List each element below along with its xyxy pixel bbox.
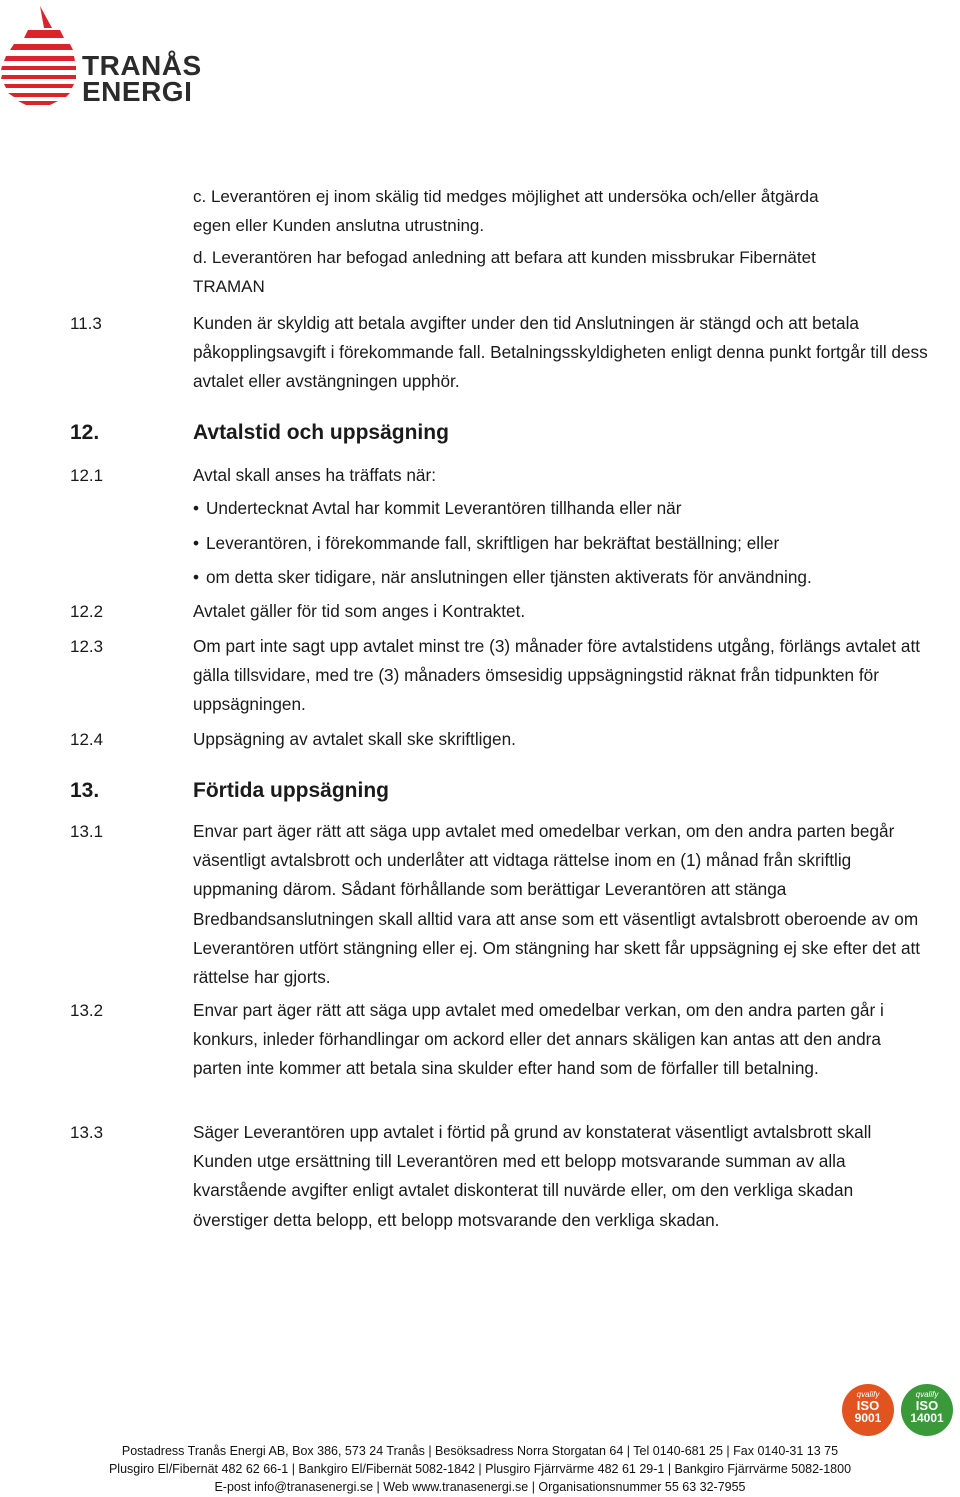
- badge-qvalify-label: qvalify: [856, 1390, 880, 1399]
- section-text-13-3: Säger Leverantören upp avtalet i förtid på grund av konstaterat väsentligt avtalsbrott skall Kunden utge ersättning till Leverantören med ett belopp motsvarande summan av alla kvarstående avgifter enligt avtalet diskonterat till nuvärde eller, om den verkliga skadan överstiger detta belopp, ett belopp motsvarande den verkliga skadan.: [193, 1122, 872, 1230]
- footer-line-address: Postadress Tranås Energi AB, Box 386, 573 24 Tranås | Besöksadress Norra Storgatan 64 | Tel 0140-681 25 | Fax 0140-31 13 75: [121, 1444, 839, 1458]
- heading-title-12: Avtalstid och uppsägning: [193, 421, 449, 444]
- section-number-13-1: 13.1: [70, 822, 104, 841]
- section-number-11-3: 11.3: [70, 314, 102, 333]
- list-item: • Leverantören, i förekommande fall, skriftligen har bekräftat beställning; eller: [193, 529, 779, 558]
- badge-code-label: 9001: [854, 1411, 882, 1425]
- logo-word-energi: ENERGI: [82, 76, 193, 107]
- badge-code-label: 14001: [910, 1411, 944, 1425]
- section-number-12-2: 12.2: [70, 602, 104, 621]
- section-text-12-2: Avtalet gäller för tid som anges i Kontraktet.: [193, 601, 526, 621]
- footer-line-contact: E-post info@tranasenergi.se | Web www.tranasenergi.se | Organisationsnummer 55 63 32-7955: [214, 1480, 746, 1494]
- section-text-13-2: Envar part äger rätt att säga upp avtalet med omedelbar verkan, om den andra parten går i konkurs, inleder förhandlingar om ackord eller det annars skäligen kan antas att den andra parten inte kommer att betala sina skulder efter hand som de förfaller till betalning.: [193, 1000, 884, 1079]
- iso-9001-badge: [842, 1384, 894, 1436]
- section-text-12-4: Uppsägning av avtalet skall ske skriftligen.: [193, 729, 516, 749]
- clause-d-line1: d. Leverantören har befogad anledning att befara att kunden missbrukar Fibernätet: [193, 248, 816, 267]
- section-text-12-1: Avtal skall anses ha träffats när:: [193, 465, 436, 485]
- list-item: • om detta sker tidigare, när anslutningen eller tjänsten aktiverats för användning.: [193, 563, 812, 592]
- section-number-12-1: 12.1: [70, 466, 104, 485]
- heading-number-13: 13.: [70, 779, 100, 802]
- clause-d-line2: TRAMAN: [193, 277, 265, 296]
- badge-qvalify-label: qvalify: [915, 1390, 939, 1399]
- heading-title-13: Förtida uppsägning: [193, 779, 389, 802]
- section-number-12-3: 12.3: [70, 637, 104, 656]
- logo-word-tranas: TRANÅS: [82, 50, 202, 81]
- clause-c-line1: c. Leverantören ej inom skälig tid medges möjlighet att undersöka och/eller åtgärda: [193, 187, 819, 206]
- section-text-13-1: Envar part äger rätt att säga upp avtalet med omedelbar verkan, om den andra parten begår väsentligt avtalsbrott och underlåter att vidtaga rättelse inom en (1) månad från skriftlig uppmaning därom. Sådant förhållande som berättigar Leverantören att stänga Bredbandsanslutningen skall alltid vara att anse som ett väsentligt avtalsbrott oberoende av om Leverantören utfört stängning eller ej. Om stängning har skett får uppsägning ej ske efter det att rättelse har gjorts.: [193, 821, 921, 988]
- company-logo: [0, 0, 215, 115]
- section-number-13-3: 13.3: [70, 1123, 104, 1142]
- tranas-energi-logo-icon: [0, 0, 85, 115]
- section-text-12-3: Om part inte sagt upp avtalet minst tre (3) månader före avtalstidens utgång, förlängs avtalet att gälla tillsvidare, med tre (3) månaders ömsesidig uppsägningstid räknat från tidpunkten för uppsägningen.: [193, 636, 921, 715]
- section-number-12-4: 12.4: [70, 730, 104, 749]
- badge-iso-label: ISO: [915, 1398, 939, 1413]
- iso-14001-badge: [901, 1384, 953, 1436]
- section-number-13-2: 13.2: [70, 1001, 104, 1020]
- clause-c-line2: egen eller Kunden anslutna utrustning.: [193, 216, 485, 235]
- section-text-11-3: Kunden är skyldig att betala avgifter under den tid Anslutningen är stängd och att betala påkopplingsavgift i förekommande fall. Betalningsskyldigheten enligt denna punkt fortgår till dess avtalet eller avstängningen upphör.: [193, 313, 928, 392]
- badge-iso-label: ISO: [856, 1398, 880, 1413]
- heading-number-12: 12.: [70, 421, 100, 444]
- list-item: • Undertecknat Avtal har kommit Leverantören tillhanda eller när: [193, 494, 681, 523]
- footer-line-giro: Plusgiro El/Fibernät 482 62 66-1 | Bankgiro El/Fibernät 5082-1842 | Plusgiro Fjärrvärme 482 61 29-1 | Bankgiro Fjärrvärme 5082-1800: [108, 1462, 852, 1476]
